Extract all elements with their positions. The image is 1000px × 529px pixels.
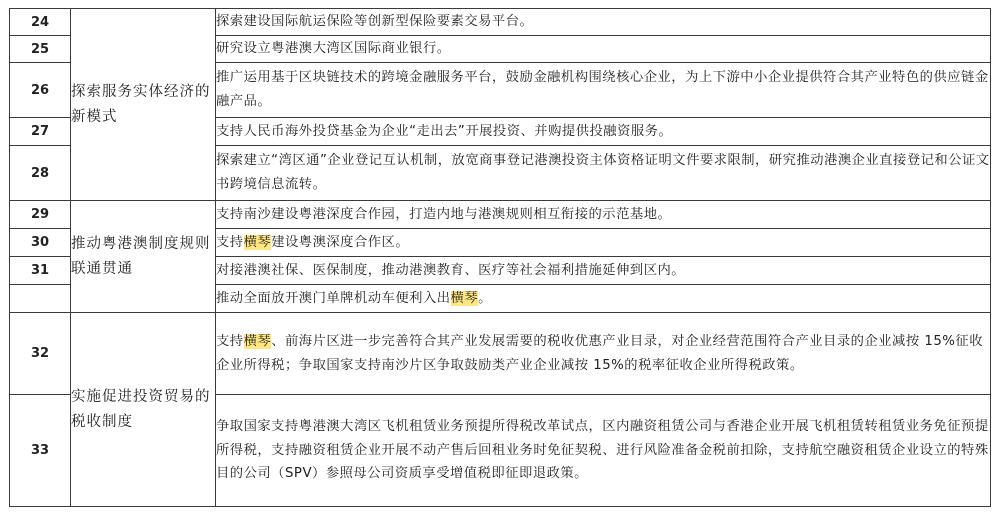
- row-text: [216, 313, 991, 395]
- table-row: [10, 9, 991, 36]
- category-cell-financial-services: [71, 9, 216, 201]
- row-number: 32: [10, 313, 71, 395]
- highlighted-term: 横琴: [243, 234, 272, 250]
- row-text: 支持人民币海外投贷基金为企业“走出去”开展投资、并购提供投融资服务。: [216, 118, 991, 146]
- row-number: 28: [10, 146, 71, 201]
- row-text: 争取国家支持粤港澳大湾区飞机租赁业务预提所得税改革试点，区内融资租赁公司与香港企业开展飞机租赁转租赁业务免征预提所得税，支持融资租赁企业开展不动产售后回租业务时免征契税、进行风险准备金税前扣除，支持航空融资租赁企业设立的特殊目的公司（SPV）参照母公司资质享受增值税即征即退政策。: [216, 395, 991, 507]
- row-number: 26: [10, 63, 71, 118]
- row-text: 探索建设国际航运保险等创新型保险要素交易平台。: [216, 9, 991, 36]
- text-segment: 建设粤澳深度合作区。: [271, 234, 410, 250]
- text-segment: 支持: [216, 234, 244, 250]
- row-text: 支持南沙建设粤港深度合作园，打造内地与港澳规则相互衔接的示范基地。: [216, 201, 991, 229]
- row-text: 推广运用基于区块链技术的跨境金融服务平台，鼓励金融机构围绕核心企业，为上下游中小企业提供符合其产业特色的供应链金融产品。: [216, 63, 991, 118]
- policy-table: [9, 8, 991, 507]
- category-label: 实施促进投资贸易的税收制度: [71, 388, 211, 430]
- text-segment: 支持: [216, 333, 244, 349]
- table-row: [10, 313, 991, 395]
- category-cell-rules-connectivity: [71, 201, 216, 313]
- row-text: 对接港澳社保、医保制度，推动港澳教育、医疗等社会福利措施延伸到区内。: [216, 257, 991, 285]
- row-number: 24: [10, 9, 71, 36]
- row-text: [216, 229, 991, 257]
- row-number: 33: [10, 395, 71, 507]
- category-cell-tax-system: [71, 313, 216, 507]
- row-number: 25: [10, 36, 71, 63]
- text-segment: 推动全面放开澳门单牌机动车便利入出: [216, 290, 451, 306]
- highlighted-term: 横琴: [450, 290, 479, 306]
- row-text: 研究设立粤港澳大湾区国际商业银行。: [216, 36, 991, 63]
- row-number: 27: [10, 118, 71, 146]
- row-number: 31: [10, 257, 71, 285]
- row-number: [10, 285, 71, 313]
- row-number: 30: [10, 229, 71, 257]
- highlighted-term: 横琴: [243, 333, 272, 349]
- text-segment: 。: [478, 290, 492, 306]
- row-number: 29: [10, 201, 71, 229]
- row-text: [216, 285, 991, 313]
- table-row: [10, 201, 991, 229]
- category-label: 探索服务实体经济的新模式: [71, 83, 211, 125]
- row-text: 探索建立“湾区通”企业登记互认机制，放宽商事登记港澳投资主体资格证明文件要求限制，研究推动港澳企业直接登记和公证文书跨境信息流转。: [216, 146, 991, 201]
- category-label: 推动粤港澳制度规则联通贯通: [71, 235, 211, 277]
- text-segment: 、前海片区进一步完善符合其产业发展需要的税收优惠产业目录，对企业经营范围符合产业目录的企业减按 15%征收企业所得税；争取国家支持南沙片区争取鼓励类产业企业减按 15%的税率征收企业所得税政策。: [216, 333, 984, 373]
